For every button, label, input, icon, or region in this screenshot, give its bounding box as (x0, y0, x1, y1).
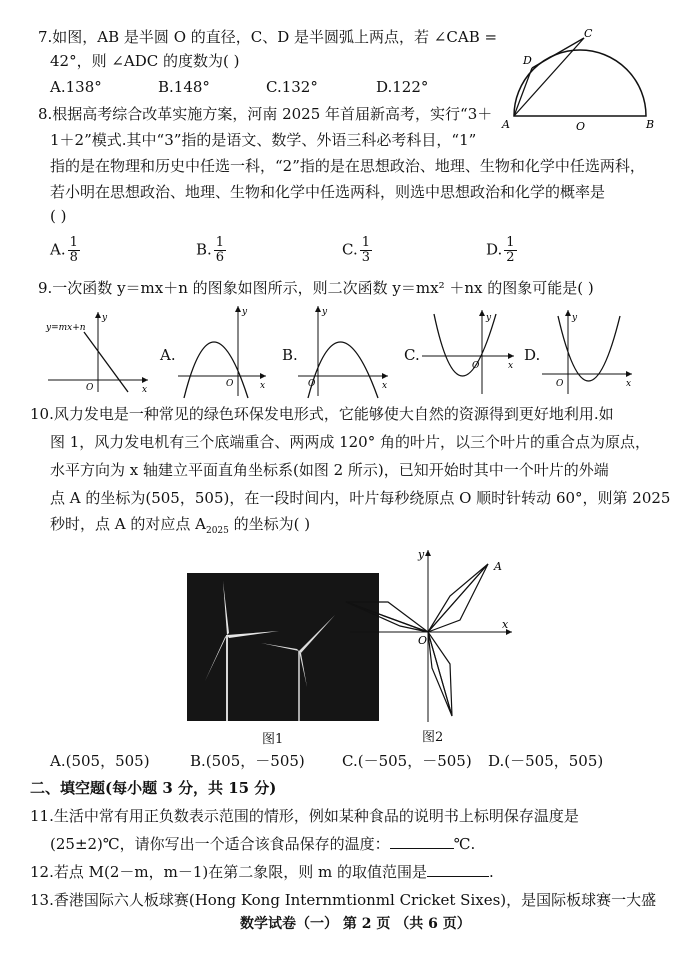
q10-option-c: C.(－505，－505) (342, 752, 472, 770)
q9-option-d-label: D. (524, 346, 541, 364)
svg-text:O: O (418, 634, 428, 647)
q8-line2: 1＋2”模式.其中“3”指的是语文、数学、外语三科必考科目，“1” (50, 131, 477, 149)
svg-text:O: O (556, 379, 564, 389)
q8-option-a: A. $\frac{1}{8}$ (50, 235, 78, 265)
q8-option-c: C. $\frac{1}{3}$ (342, 235, 370, 265)
q11-answer-blank (390, 834, 454, 849)
svg-text:y: y (572, 313, 578, 323)
q8-line4: 若小明在思想政治、地理、生物和化学中任选两科，则选中思想政治和化学的概率是 (50, 183, 606, 201)
q10-line3: 水平方向为 x 轴建立平面直角坐标系(如图 2 所示)，已知开始时其中一个叶片的外端 (50, 461, 609, 479)
q10-line2: 图 1，风力发电机有三个底端重合、两两成 120° 角的叶片，以三个叶片的重合点为原点， (50, 433, 650, 451)
svg-text:A: A (494, 560, 502, 573)
svg-text:y: y (102, 313, 108, 323)
q11-line1: 11.生活中常有用正负数表示范围的情形，例如某种食品的说明书上标明保存温度是 (30, 807, 579, 825)
q13-line1: 13.香港国际六人板球赛(Hong Kong Internmtionml Cricket Sixes)，是国际板球赛一大盛 (30, 891, 657, 909)
q8-line5: ( ) (50, 207, 67, 225)
figure1-caption: 图1 (262, 732, 284, 747)
windmill-coordinate-figure (340, 544, 520, 724)
svg-text:y: y (322, 307, 328, 317)
svg-text:y: y (486, 313, 492, 323)
q10-line1: 10.风力发电是一种常见的绿色环保发电形式，它能够使大自然的资源得到更好地利用.如 (30, 405, 614, 423)
svg-text:y: y (242, 307, 248, 317)
q8-option-d: D. $\frac{1}{2}$ (486, 235, 515, 265)
label-b: B (646, 118, 655, 131)
section2-heading: 二、填空题(每小题 3 分，共 15 分) (30, 779, 277, 797)
q7-option-c: C.132° (266, 78, 318, 96)
svg-text:x: x (382, 381, 388, 391)
svg-text:x: x (260, 381, 266, 391)
line-label: y=mx+n (46, 323, 86, 333)
svg-text:O: O (308, 379, 316, 389)
svg-text:O: O (472, 361, 480, 371)
q10-line5: 秒时，点 A 的对应点 $A_{2025}$ 的坐标为( ) (50, 515, 311, 536)
figure2-caption: 图2 (422, 730, 444, 745)
q7-option-a: A.138° (50, 78, 102, 96)
q9-option-a-label: A. (160, 346, 176, 364)
q7-line1: 7.如图，AB 是半圆 O 的直径，C、D 是半圆弧上两点，若 ∠CAB = (38, 28, 498, 46)
q9-option-c-graph (420, 308, 518, 398)
q8-option-b: B. $\frac{1}{6}$ (196, 235, 225, 265)
q9-option-c-label: C. (404, 346, 420, 364)
svg-text:O: O (226, 379, 234, 389)
q11-line2: (25±2)℃，请你写出一个适合该食品保存的温度： ℃. (50, 835, 476, 853)
q9-option-b-graph (296, 304, 392, 400)
label-d: D (523, 54, 532, 67)
q10-option-d: D.(－505，505) (488, 752, 604, 770)
q7-option-d: D.122° (376, 78, 429, 96)
q12-line: 12.若点 M(2－m，m－1)在第二象限，则 m 的取值范围是 . (30, 863, 494, 881)
q12-answer-blank (427, 862, 489, 877)
label-c: C (584, 27, 593, 40)
svg-text:x: x (142, 385, 148, 394)
label-a: A (502, 118, 510, 131)
svg-text:y: y (418, 548, 425, 561)
page-footer: 数学试卷（一） 第 2 页 （共 6 页） (240, 916, 471, 932)
q8-line3: 指的是在物理和历史中任选一科，“2”指的是在思想政治、地理、生物和化学中任选两科， (50, 157, 645, 175)
q9-option-a-graph (176, 304, 270, 400)
q9-option-d-graph (540, 308, 636, 398)
q10-option-b: B.(505，－505) (190, 752, 305, 770)
q7-option-b: B.148° (158, 78, 210, 96)
q10-option-a: A.(505，505) (50, 752, 150, 770)
svg-text:O: O (86, 383, 94, 393)
q7-line2: 42°，则 ∠ADC 的度数为( ) (50, 52, 240, 70)
svg-text:x: x (508, 361, 514, 371)
linear-function-graph (44, 308, 154, 394)
q10-line4: 点 A 的坐标为(505，505)，在一段时间内，叶片每秒绕原点 O 顺时针转动 60°，则第 2025 (50, 489, 671, 507)
q9-option-b-label: B. (282, 346, 298, 364)
label-o: O (576, 120, 586, 133)
q8-line1: 8.根据高考综合改革实施方案，河南 2025 年首届新高考，实行“3＋ (38, 105, 493, 123)
semicircle-figure (496, 24, 660, 136)
q9-line1: 9.一次函数 y＝mx＋n 的图象如图所示，则二次函数 y＝mx² ＋nx 的图象可能是( ) (38, 279, 594, 297)
svg-text:x: x (626, 379, 632, 389)
svg-text:x: x (502, 618, 509, 631)
